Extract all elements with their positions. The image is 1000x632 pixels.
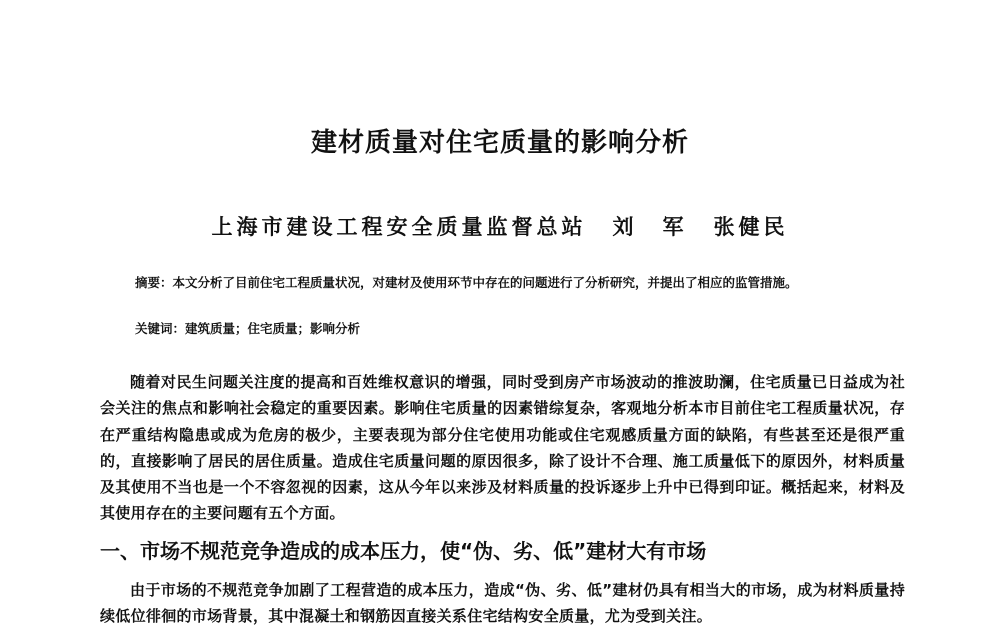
section-heading: 一、市场不规范竞争造成的成本压力，使“伪、劣、低”建材大有市场 [100,539,707,563]
section-paragraph: 由于市场的不规范竞争加剧了工程营造的成本压力，造成“伪、劣、低”建材仍具有相当大的市场，成为材料质量持续低位徘徊的市场背景，其中混凝土和钢筋因直接关系住宅结构安全质量，尤为受到关注。 [100,581,905,625]
author-name: 刘 军 [612,214,688,239]
intro-paragraph: 随着对民生问题关注度的提高和百姓维权意识的增强，同时受到房产市场波动的推波助澜，住宅质量已日益成为社会关注的焦点和影响社会稳定的重要因素。影响住宅质量的因素错综复杂，客观地分析本市目前住宅工程质量状况，存在严重结构隐患或成为危房的极少，主要表现为部分住宅使用功能或住宅观感质量方面的缺陷，有些甚至还是很严重的，直接影响了居民的居住质量。造成住宅质量问题的原因很多，除了设计不合理、施工质量低下的原因外，材料质量及其使用不当也是一个不容忽视的因素，这从今年以来涉及材料质量的投诉逐步上升中已得到印证。概括起来，材料及其使用存在的主要问题有五个方面。 [100,373,905,523]
author-line [0,212,1000,242]
affiliation: 上海市建设工程安全质量监督总站 [211,214,587,239]
author-name: 张健民 [713,214,789,239]
keywords: 关键词：建筑质量；住宅质量；影响分析 [135,321,361,336]
paper-title: 建材质量对住宅质量的影响分析 [310,128,689,158]
abstract: 摘要：本文分析了目前住宅工程质量状况，对建材及使用环节中存在的问题进行了分析研究，并提出了相应的监管措施。 [135,275,798,290]
